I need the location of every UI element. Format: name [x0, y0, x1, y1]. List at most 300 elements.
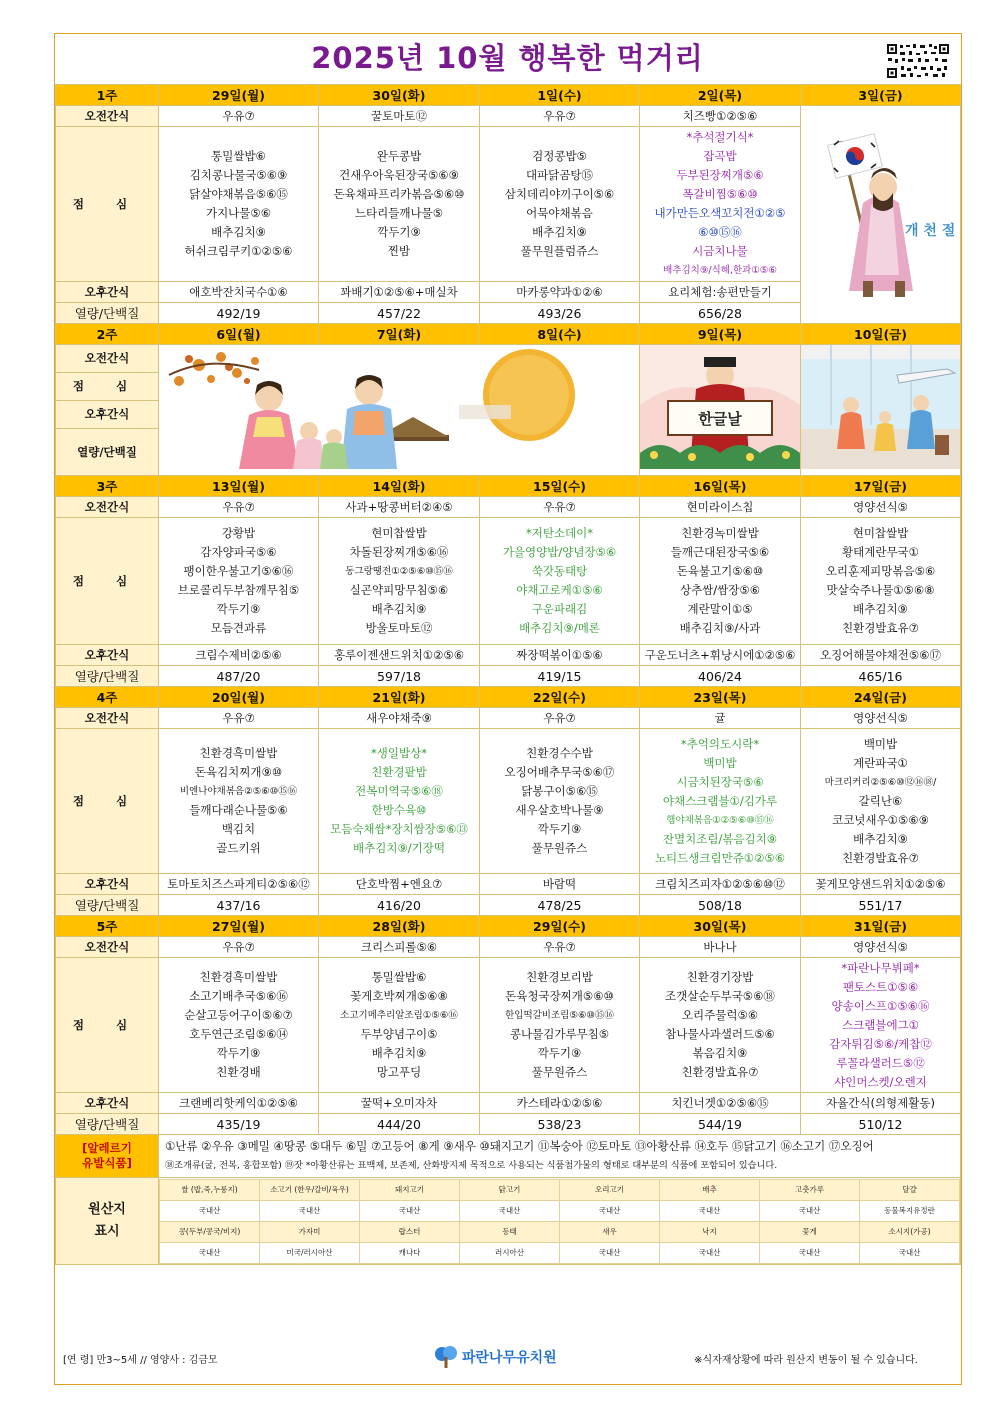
lunch-cell — [319, 729, 480, 874]
row-label: 열량/단백질 — [56, 303, 159, 324]
menu-cell: 카스테라①②⑤⑥ — [480, 1093, 640, 1114]
week-label: 1주 — [56, 85, 159, 106]
origin-value: 국내산 — [260, 1200, 360, 1221]
travel-illustration — [801, 345, 961, 469]
kcal-cell: 465/16 — [801, 666, 961, 687]
qr-code-icon — [885, 42, 951, 80]
menu-cell: 영양선식⑤ — [801, 708, 961, 729]
row-label: 오전간식 — [56, 708, 159, 729]
menu-item: 배추김치⑨/식혜,한과①⑤⑥ — [663, 265, 777, 276]
kcal-cell: 508/18 — [640, 895, 801, 916]
menu-cell: 우유⑦ — [480, 106, 640, 127]
kcal-cell: 444/20 — [319, 1114, 480, 1135]
row-label: 오후간식 — [56, 645, 159, 666]
origin-value: 동물복지유정란 — [860, 1200, 960, 1221]
menu-item: 시금치된장국⑤⑥ — [676, 774, 764, 789]
menu-item: 마크리커리②⑤⑥⑩⑫⑯⑱/ — [824, 776, 937, 788]
origin-value: 러시아산 — [460, 1242, 560, 1263]
row-label: 열량/단백질 — [56, 666, 159, 687]
row-label: 열량/단백질 — [56, 1114, 159, 1135]
day-header: 10일(금) — [801, 324, 961, 345]
morning-snack-row — [56, 106, 961, 127]
origin-head: 배추 — [660, 1179, 760, 1200]
menu-item: 비엔나야채볶음②⑤⑥⑩⑮⑯ — [179, 786, 298, 797]
lunch-cell — [319, 958, 480, 1093]
menu-item: 한입떡갈비조림⑤⑥⑩⑮⑯ — [505, 1010, 614, 1021]
day-header: 22일(수) — [480, 687, 640, 708]
menu-item: 두부된장찌개⑤⑥ — [676, 168, 764, 182]
origin-table — [159, 1179, 960, 1264]
day-header: 9일(목) — [640, 324, 801, 345]
menu-item: 친환경녹미쌀밥 — [681, 526, 759, 540]
hangul-sign-text: 한글날 — [698, 410, 742, 428]
menu-item: 친환경흑미쌀밥 — [199, 746, 278, 760]
origin-value: 국내산 — [760, 1200, 860, 1221]
kcal-cell: 551/17 — [801, 895, 961, 916]
menu-item: 모듬견과류 — [210, 621, 267, 635]
menu-item: 찐밤 — [387, 244, 411, 258]
menu-item: 대파닭곰탕⑮ — [525, 168, 594, 182]
menu-item: 어묵야채볶음 — [526, 206, 593, 220]
menu-item: 한방수육⑩ — [371, 803, 427, 817]
menu-item: 순살고등어구이⑤⑥⑦ — [184, 1008, 293, 1022]
menu-item: 풀무원쥬스 — [531, 841, 588, 855]
menu-item: 느타리들깨나물⑤ — [354, 206, 444, 220]
row-label: 오전간식 — [56, 937, 159, 958]
day-header: 30일(목) — [640, 916, 801, 937]
origin-row — [56, 1178, 961, 1265]
lunch-cell — [480, 958, 640, 1093]
menu-item: 팽이한우불고기⑤⑥⑯ — [183, 564, 294, 578]
morning-snack-row — [56, 708, 961, 729]
menu-item: 현미찹쌀밥 — [852, 526, 909, 540]
lunch-cell — [159, 958, 319, 1093]
morning-snack-row — [56, 497, 961, 518]
allergy-line: ①난류 ②우유 ③메밀 ④땅콩 ⑤대두 ⑥밀 ⑦고등어 ⑧게 ⑨새우 ⑩돼지고기 ⑪복숭아 ⑫토마토 ⑬아황산류 ⑭호두 ⑮닭고기 ⑯소고기 ⑰오징어 — [165, 1139, 874, 1153]
national-foundation-day-illustration — [801, 113, 961, 311]
footer-notice: ※식자재상황에 따라 원산지 변동이 될 수 있습니다. — [694, 1355, 918, 1366]
lunch-cell — [801, 958, 961, 1093]
origin-value: 미국/러시아산 — [260, 1242, 360, 1263]
origin-head: 소시지(가공) — [860, 1221, 960, 1242]
menu-item: 오리주물럭⑤⑥ — [681, 1008, 759, 1022]
day-header: 8일(수) — [480, 324, 640, 345]
day-header: 3일(금) — [801, 85, 961, 106]
menu-cell: 요리체험:송편만들기 — [640, 282, 801, 303]
kcal-row — [56, 895, 961, 916]
week-label: 5주 — [56, 916, 159, 937]
menu-item: 감자튀김⑤⑥/케찹⑫ — [829, 1036, 932, 1051]
kcal-cell: 457/22 — [319, 303, 480, 324]
menu-item: 양송이스프①⑤⑥⑯ — [831, 998, 930, 1013]
row-label: 점 심 — [56, 373, 159, 401]
menu-cell: 바람떡 — [480, 874, 640, 895]
menu-item: 친환경팥밥 — [371, 765, 427, 779]
menu-item: 친환경보리밥 — [526, 970, 593, 984]
menu-cell: 꽈배기①②⑤⑥+매실차 — [319, 282, 480, 303]
menu-item: 방울토마토⑫ — [365, 621, 433, 635]
menu-item: 코코넛새우①⑤⑥⑨ — [832, 812, 929, 827]
row-label: 오후간식 — [56, 282, 159, 303]
row-label: 점 심 — [56, 729, 159, 874]
day-header: 20일(월) — [159, 687, 319, 708]
menu-item: 돈육불고기⑤⑥⑩ — [676, 564, 764, 578]
row-label: 오전간식 — [56, 345, 159, 373]
menu-cell: 우유⑦ — [480, 708, 640, 729]
menu-cell: 현미라이스칩 — [640, 497, 801, 518]
menu-item: 잔멸치조림/볶음김치⑨ — [662, 831, 778, 846]
menu-item: 풀무원쥬스 — [531, 1065, 588, 1079]
menu-item: *추석절기식* — [686, 130, 754, 144]
day-header: 30일(화) — [319, 85, 480, 106]
menu-cell: 마카롱약과①②⑥ — [480, 282, 640, 303]
menu-cell: 우유⑦ — [159, 937, 319, 958]
hangul-day-illustration — [640, 345, 800, 469]
menu-item: 야채스크램블①/김가루 — [662, 793, 778, 808]
menu-item: 건새우아욱된장국⑤⑥⑨ — [339, 168, 459, 182]
afternoon-snack-row — [56, 874, 961, 895]
lunch-cell — [480, 518, 640, 645]
menu-item: 배추김치⑨ — [532, 225, 587, 239]
menu-item: 깍두기⑨ — [537, 822, 582, 836]
holiday-label: 개 천 절 — [905, 222, 956, 239]
menu-item: 내가만든오색꼬치전①②⑤ — [654, 206, 786, 220]
menu-item: 볶음김치⑨ — [692, 1046, 748, 1060]
menu-item: 현미찹쌀밥 — [371, 526, 427, 540]
menu-item: 배추김치⑨/메론 — [519, 621, 600, 635]
menu-item: 강황밥 — [221, 526, 256, 540]
row-label: 점 심 — [56, 127, 159, 282]
origin-head: 돼지고기 — [360, 1179, 460, 1200]
menu-cell: 꿀토마토⑫ — [319, 106, 480, 127]
origin-value: 국내산 — [660, 1242, 760, 1263]
menu-cell: 우유⑦ — [159, 708, 319, 729]
menu-cell: 꽃게모양샌드위치①②⑤⑥ — [801, 874, 961, 895]
menu-cell: 치즈빵①②⑤⑥ — [640, 106, 801, 127]
menu-item: 닭봉구이⑤⑥⑮ — [521, 784, 598, 798]
day-header: 7일(화) — [319, 324, 480, 345]
origin-head: 가자미 — [260, 1221, 360, 1242]
menu-item: 차돌된장찌개⑤⑥⑯ — [349, 545, 449, 559]
origin-head: 쌀 (밥,죽,누룽지) — [160, 1179, 260, 1200]
menu-item: 배추김치⑨ — [371, 1046, 427, 1060]
menu-item: 참나물사과샐러드⑤⑥ — [665, 1027, 775, 1041]
week-label: 2주 — [56, 324, 159, 345]
origin-head: 소고기 (한우/갈비/육우) — [260, 1179, 360, 1200]
menu-item: 배추김치⑨ — [853, 602, 908, 616]
menu-item: 스크램블에그① — [842, 1017, 919, 1032]
menu-item: 쑥갓동태탕 — [531, 564, 588, 578]
menu-item: 깍두기⑨ — [216, 1046, 261, 1060]
day-header: 31일(금) — [801, 916, 961, 937]
menu-cell: 크랜베리핫케익①②⑤⑥ — [159, 1093, 319, 1114]
day-header: 15일(수) — [480, 476, 640, 497]
menu-item: 감자양파국⑤⑥ — [200, 545, 277, 559]
day-header: 24일(금) — [801, 687, 961, 708]
menu-item: 통밀쌀밥⑥ — [211, 149, 266, 163]
menu-item: 돈육채파프리카볶음⑤⑥⑩ — [333, 187, 465, 201]
menu-cell: 오징어해물야채전⑤⑥⑰ — [801, 645, 961, 666]
menu-item: 친환경발효유⑦ — [842, 850, 919, 865]
menu-cell: 홍루이젠샌드위치①②⑤⑥ — [319, 645, 480, 666]
day-header: 1일(수) — [480, 85, 640, 106]
lunch-cell — [801, 518, 961, 645]
menu-item: 샤인머스켓/오렌지 — [834, 1074, 927, 1089]
menu-item: 삼치데리야끼구이⑤⑥ — [504, 187, 615, 201]
menu-cell: 영양선식⑤ — [801, 497, 961, 518]
origin-head: 랍스터 — [360, 1221, 460, 1242]
day-header: 29일(수) — [480, 916, 640, 937]
menu-item: 팬토스트①⑤⑥ — [842, 979, 919, 994]
origin-value: 캐나다 — [360, 1242, 460, 1263]
lunch-cell — [801, 729, 961, 874]
menu-item: *생일밥상* — [371, 746, 427, 760]
kcal-cell: 406/24 — [640, 666, 801, 687]
menu-item: 배추김치⑨/기장떡 — [353, 841, 445, 855]
origin-value: 국내산 — [360, 1200, 460, 1221]
menu-cell: 귤 — [640, 708, 801, 729]
menu-item: 들깨다래순나물⑤⑥ — [189, 803, 288, 817]
menu-item: 맛살숙주나물①⑤⑥⑧ — [826, 583, 935, 597]
menu-item: 친환경수수밥 — [526, 746, 593, 760]
afternoon-snack-row — [56, 1093, 961, 1114]
day-header: 6일(월) — [159, 324, 319, 345]
origin-value: 국내산 — [560, 1242, 660, 1263]
kcal-cell: 493/26 — [480, 303, 640, 324]
menu-item: 완두콩밥 — [376, 149, 422, 163]
menu-cell: 사과+땅콩버터②④⑤ — [319, 497, 480, 518]
allergy-label-line: [알레르기 — [82, 1141, 132, 1155]
menu-cell: 바나나 — [640, 937, 801, 958]
menu-cell: 크림수제비②⑤⑥ — [159, 645, 319, 666]
menu-item: 백미밥 — [863, 736, 898, 751]
menu-cell: 우유⑦ — [159, 497, 319, 518]
menu-item: 백김치 — [221, 822, 256, 836]
menu-item: 배추김치⑨/사과 — [679, 621, 761, 635]
kcal-row — [56, 666, 961, 687]
menu-item: 전복미역국⑤⑥⑱ — [355, 784, 443, 798]
menu-item: 폭갈비찜⑤⑥⑩ — [682, 187, 758, 201]
menu-item: 깍두기⑨ — [377, 225, 421, 239]
menu-item: 배추김치⑨ — [211, 225, 266, 239]
menu-item: 호두연근조림⑤⑥⑭ — [189, 1027, 288, 1041]
menu-item: 모듬숙채쌈*장치쌈장⑤⑥⑬ — [330, 822, 468, 836]
menu-cell: 크리스피롤⑤⑥ — [319, 937, 480, 958]
menu-item: 가지나물⑤⑥ — [205, 206, 272, 220]
lunch-cell — [640, 518, 801, 645]
menu-cell: 토마토치즈스파게티②⑤⑥⑫ — [159, 874, 319, 895]
menu-cell: 자율간식(의형제활동) — [801, 1093, 961, 1114]
row-label: 오후간식 — [56, 1093, 159, 1114]
origin-head: 낙지 — [660, 1221, 760, 1242]
kcal-cell: 492/19 — [159, 303, 319, 324]
menu-cell: 단호박찜+엔요⑦ — [319, 874, 480, 895]
menu-item: 풀무원플럼쥬스 — [520, 244, 599, 258]
kcal-cell: 544/19 — [640, 1114, 801, 1135]
chuseok-illustration — [159, 345, 640, 469]
menu-cell: 영양선식⑤ — [801, 937, 961, 958]
kindergarten-logo — [433, 1343, 557, 1371]
kcal-cell: 538/23 — [480, 1114, 640, 1135]
menu-item: 돈육김치찌개⑨⑩ — [194, 765, 283, 779]
row-label: 오후간식 — [56, 874, 159, 895]
allergy-line: ⑱조개류(굴, 전복, 홍합포함) ⑲잣 *아황산류는 표백제, 보존제, 산화방지제 목적으로 사용되는 식품첨가물의 형태로 대부분의 식품에 포함되어 있습니다. — [165, 1160, 778, 1171]
row-label: 오전간식 — [56, 106, 159, 127]
origin-value: 국내산 — [460, 1200, 560, 1221]
menu-item: 들깨근대된장국⑤⑥ — [670, 545, 770, 559]
afternoon-snack-row — [56, 645, 961, 666]
morning-snack-row — [56, 345, 961, 373]
menu-cell: 우유⑦ — [480, 937, 640, 958]
menu-item: 소고기배추국⑤⑥⑯ — [189, 989, 288, 1003]
origin-label — [56, 1178, 159, 1265]
menu-item: 친환경배 — [216, 1065, 261, 1079]
menu-item: 햄야채볶음①②⑤⑥⑩⑮⑯ — [666, 814, 774, 826]
tree-icon — [433, 1345, 459, 1369]
menu-item: 노티드생크림만쥬①②⑤⑥ — [654, 850, 786, 865]
menu-item: 시금치나물 — [692, 244, 748, 258]
lunch-cell — [159, 518, 319, 645]
menu-item: 상추쌈/쌈장⑤⑥ — [679, 583, 761, 597]
day-header: 16일(목) — [640, 476, 801, 497]
day-header: 17일(금) — [801, 476, 961, 497]
row-label: 열량/단백질 — [56, 895, 159, 916]
menu-item: 김치콩나물국⑤⑥⑨ — [189, 168, 288, 182]
lunch-cell — [319, 127, 480, 282]
week-header-row — [56, 85, 961, 106]
menu-item: 계란말이①⑤ — [687, 602, 753, 616]
origin-head: 오리고기 — [560, 1179, 660, 1200]
kindergarten-name: 파란나무유치원 — [462, 1350, 557, 1366]
menu-cell: 치킨너겟①②⑤⑥⑮ — [640, 1093, 801, 1114]
origin-label-line: 표시 — [94, 1224, 120, 1239]
lunch-cell — [480, 127, 640, 282]
hangul-day-illustration-cell — [640, 345, 801, 476]
lunch-cell — [640, 958, 801, 1093]
origin-value: 국내산 — [160, 1242, 260, 1263]
lunch-cell — [159, 127, 319, 282]
menu-item: *저탄소데이* — [525, 526, 594, 540]
footer — [55, 1339, 960, 1379]
origin-value: 국내산 — [660, 1200, 760, 1221]
allergy-label-line: 유발식품] — [82, 1156, 132, 1170]
menu-cell: 우유⑦ — [159, 106, 319, 127]
menu-item: 계란파국① — [853, 755, 908, 770]
menu-item: 구운파래김 — [531, 602, 588, 616]
menu-item: 돈육청국장찌개⑤⑥⑩ — [505, 989, 614, 1003]
menu-item: 배추김치⑨ — [371, 602, 427, 616]
origin-head: 콩(두부/콩국/비지) — [160, 1221, 260, 1242]
menu-table — [55, 84, 961, 1265]
day-header: 29일(월) — [159, 85, 319, 106]
menu-item: 잡곡밥 — [703, 149, 737, 163]
menu-cell: 애호박잔치국수①⑥ — [159, 282, 319, 303]
menu-item: 깍두기⑨ — [216, 602, 261, 616]
kcal-cell: 437/16 — [159, 895, 319, 916]
menu-item: 허쉬크림쿠키①②⑤⑥ — [184, 244, 293, 258]
menu-item: 백미밥 — [703, 755, 737, 770]
origin-head: 달걀 — [860, 1179, 960, 1200]
menu-cell: 꿀떡+오미자차 — [319, 1093, 480, 1114]
allergy-row — [56, 1135, 961, 1178]
menu-item: 통밀쌀밥⑥ — [371, 970, 427, 984]
lunch-cell — [640, 127, 801, 282]
origin-label-line: 원산지 — [88, 1202, 126, 1217]
menu-item: 꽃게호박찌개⑤⑥⑧ — [350, 989, 448, 1003]
menu-item: 콩나물김가루무침⑤ — [509, 1027, 610, 1041]
menu-item: 친환경발효유⑦ — [681, 1065, 759, 1079]
menu-item: ⑥⑩⑮⑯ — [698, 225, 742, 239]
menu-item: 친환경기장밥 — [686, 970, 754, 984]
lunch-cell — [159, 729, 319, 874]
morning-snack-row — [56, 937, 961, 958]
kcal-cell: 656/28 — [640, 303, 801, 324]
week-header-row — [56, 916, 961, 937]
menu-sheet — [54, 33, 962, 1385]
allergy-label — [56, 1135, 159, 1178]
week-label: 4주 — [56, 687, 159, 708]
allergy-text — [159, 1135, 961, 1178]
origin-table-cell — [159, 1178, 961, 1265]
day-header: 21일(화) — [319, 687, 480, 708]
origin-value: 국내산 — [160, 1200, 260, 1221]
menu-item: 갈릭난⑥ — [858, 793, 903, 808]
menu-cell: 새우야채죽⑨ — [319, 708, 480, 729]
holiday-illustration-cell — [801, 106, 961, 324]
row-label: 오후간식 — [56, 401, 159, 429]
kcal-cell: 478/25 — [480, 895, 640, 916]
origin-value: 국내산 — [760, 1242, 860, 1263]
row-label: 점 심 — [56, 958, 159, 1093]
day-header: 23일(목) — [640, 687, 801, 708]
menu-item: 가을영양밥/양념장⑤⑥ — [502, 545, 617, 559]
lunch-cell — [480, 729, 640, 874]
origin-head: 동태 — [460, 1221, 560, 1242]
origin-value: 국내산 — [560, 1200, 660, 1221]
week-label: 3주 — [56, 476, 159, 497]
menu-item: 망고푸딩 — [376, 1065, 422, 1079]
footer-age-nutritionist: [연 령] 만3~5세 // 영양사 : 김금모 — [63, 1355, 218, 1366]
menu-item: *파란나무뷔페* — [841, 960, 920, 975]
row-label: 열량/단백질 — [56, 429, 159, 476]
lunch-cell — [640, 729, 801, 874]
kcal-cell: 435/19 — [159, 1114, 319, 1135]
day-header: 13일(월) — [159, 476, 319, 497]
menu-item: 새우살호박나물⑨ — [515, 803, 604, 817]
kcal-row — [56, 1114, 961, 1135]
menu-item: 두부양념구이⑤ — [360, 1027, 438, 1041]
lunch-row — [56, 958, 961, 1093]
menu-item: 동그랑땡전①②⑤⑥⑩⑮⑯ — [345, 566, 453, 577]
menu-item: 야채고로케①⑤⑥ — [516, 583, 603, 597]
lunch-row — [56, 518, 961, 645]
origin-value: 국내산 — [860, 1242, 960, 1263]
origin-head: 새우 — [560, 1221, 660, 1242]
week-header-row — [56, 324, 961, 345]
menu-item: 소고기메추리알조림①⑤⑥⑯ — [340, 1010, 458, 1021]
menu-item: 친환경흑미쌀밥 — [199, 970, 278, 984]
menu-item: 실곤약피망무침⑤⑥ — [349, 583, 449, 597]
lunch-row — [56, 729, 961, 874]
day-header: 14일(화) — [319, 476, 480, 497]
row-label: 점 심 — [56, 518, 159, 645]
kcal-cell: 416/20 — [319, 895, 480, 916]
day-header: 27일(월) — [159, 916, 319, 937]
origin-head: 꽃게 — [760, 1221, 860, 1242]
menu-item: 브로콜리두부참깨무침⑤ — [177, 583, 300, 597]
row-label: 오전간식 — [56, 497, 159, 518]
menu-item: 조갯살순두부국⑤⑥⑱ — [665, 989, 775, 1003]
